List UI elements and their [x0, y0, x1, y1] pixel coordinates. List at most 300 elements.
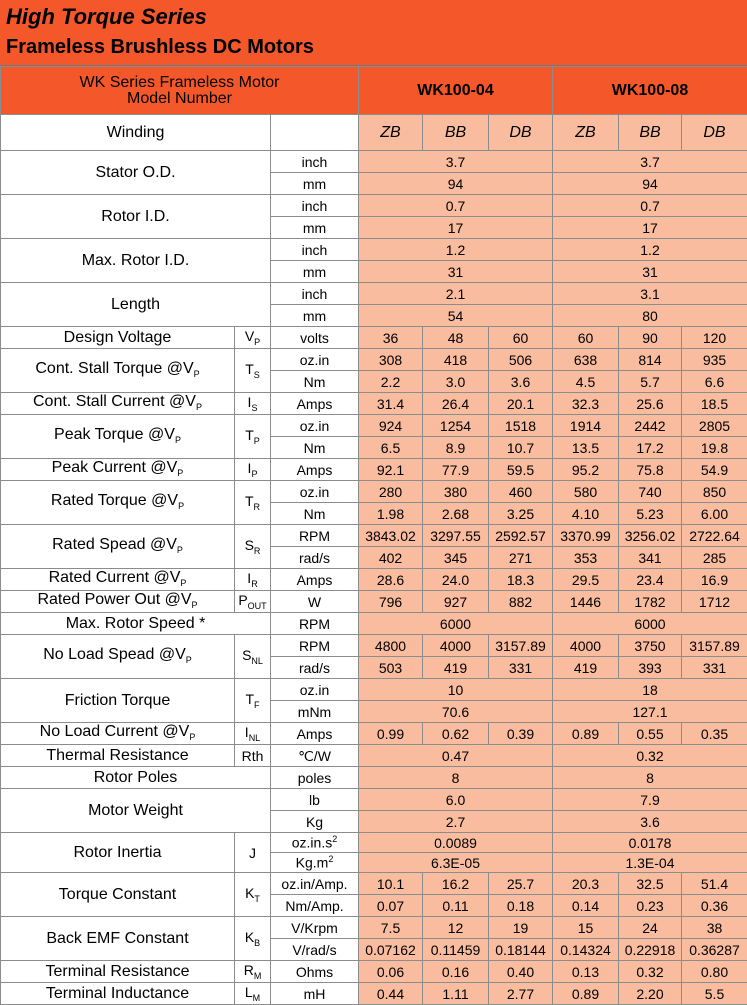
thermal-resistance-value: 0.47 — [359, 745, 553, 767]
back-emf-value: 0.07162 — [359, 939, 423, 961]
terminal-resistance-unit: Ohms — [271, 961, 359, 983]
rated-power-value: 1712 — [682, 591, 747, 613]
thermal-resistance-symbol: Rth — [241, 747, 264, 764]
cont-stall-current-value: 20.1 — [489, 393, 553, 415]
torque-constant-symbol: K — [245, 884, 255, 901]
peak-torque-unit: oz.in — [271, 415, 359, 437]
stator-od-unit: inch — [271, 151, 359, 173]
no-load-speed-value: 4800 — [359, 635, 423, 657]
rotor-inertia-symbol: J — [249, 844, 256, 861]
winding-zb-1: ZB — [359, 115, 423, 151]
rated-torque-value: 5.23 — [619, 503, 682, 525]
design-voltage-symbol: V — [244, 327, 255, 344]
design-voltage-value: 36 — [359, 327, 423, 349]
back-emf-value: 0.14324 — [553, 939, 619, 961]
rated-power-symbol: P — [238, 591, 248, 608]
cont-stall-torque-value: 308 — [359, 349, 423, 371]
rated-speed-unit: rad/s — [271, 547, 359, 569]
no-load-speed-unit: RPM — [271, 635, 359, 657]
rotor-inertia-unit-sup: 2 — [328, 854, 334, 865]
cont-stall-torque-label-cell — [1, 349, 235, 393]
no-load-current-label-cell — [1, 723, 235, 745]
rated-speed-value: 345 — [423, 547, 489, 569]
design-voltage-value: 120 — [682, 327, 747, 349]
length-label: Length — [111, 295, 160, 313]
motor-weight-unit: lb — [271, 789, 359, 811]
length-value: 54 — [359, 305, 553, 327]
terminal-resistance-value: 0.13 — [553, 961, 619, 983]
back-emf-value: 12 — [423, 917, 489, 939]
rated-torque-label-cell — [1, 481, 235, 525]
no-load-speed-value: 419 — [553, 657, 619, 679]
back-emf-value: 15 — [553, 917, 619, 939]
rated-current-unit: Amps — [271, 569, 359, 591]
torque-constant-value: 0.36 — [682, 895, 747, 917]
stator-od-value: 94 — [553, 173, 747, 195]
terminal-inductance-value: 0.89 — [553, 983, 619, 1005]
rated-current-row — [1, 569, 747, 591]
cont-stall-torque-label-sub: P — [193, 369, 200, 380]
no-load-current-value: 0.89 — [553, 723, 619, 745]
no-load-current-symbol: I — [244, 723, 249, 740]
back-emf-value: 0.36287 — [682, 939, 747, 961]
rated-speed-value: 353 — [553, 547, 619, 569]
rated-power-label-sub: P — [191, 600, 198, 611]
torque-constant-value: 0.18 — [489, 895, 553, 917]
cont-stall-torque-value: 638 — [553, 349, 619, 371]
back-emf-symbol-sub: B — [254, 937, 261, 948]
back-emf-symbol: K — [244, 928, 255, 945]
peak-torque-value: 13.5 — [553, 437, 619, 459]
rated-power-value: 796 — [359, 591, 423, 613]
peak-torque-value: 1254 — [423, 415, 489, 437]
friction-torque-symbol-cell — [235, 679, 271, 723]
rated-torque-unit: oz.in — [271, 481, 359, 503]
friction-torque-row — [1, 679, 747, 701]
rotor-inertia-unit-text: oz.in.s — [291, 834, 333, 851]
cont-stall-torque-value: 6.6 — [682, 371, 747, 393]
no-load-speed-label-sub: P — [185, 655, 192, 666]
design-voltage-label: Design Voltage — [63, 328, 172, 346]
back-emf-value: 24 — [619, 917, 682, 939]
rotor-inertia-unit-text: Kg.m — [295, 854, 329, 871]
no-load-speed-value: 393 — [619, 657, 682, 679]
peak-torque-value: 8.9 — [423, 437, 489, 459]
no-load-speed-row — [1, 635, 747, 657]
max-rotor-speed-label: Max. Rotor Speed * — [65, 614, 206, 632]
rated-current-value: 24.0 — [423, 569, 489, 591]
design-voltage-unit: volts — [271, 327, 359, 349]
torque-constant-row — [1, 873, 747, 895]
rated-speed-value: 2592.57 — [489, 525, 553, 547]
back-emf-unit: V/rad/s — [271, 939, 359, 961]
torque-constant-symbol-sub: T — [254, 893, 260, 904]
winding-bb-2: BB — [619, 115, 682, 151]
rated-current-label-sub: P — [180, 578, 187, 589]
rated-power-row — [1, 591, 747, 613]
length-row — [1, 283, 747, 305]
terminal-inductance-value: 2.20 — [619, 983, 682, 1005]
no-load-speed-symbol: S — [242, 646, 252, 663]
cont-stall-torque-symbol-sub: S — [253, 369, 260, 380]
rated-current-label: Rated Current @V — [48, 569, 181, 587]
max-rotor-speed-unit: RPM — [271, 613, 359, 635]
rated-torque-value: 6.00 — [682, 503, 747, 525]
rated-speed-value: 285 — [682, 547, 747, 569]
rated-speed-value: 402 — [359, 547, 423, 569]
thermal-resistance-row — [1, 745, 747, 767]
peak-torque-value: 1518 — [489, 415, 553, 437]
design-voltage-value: 48 — [423, 327, 489, 349]
terminal-inductance-label: Terminal Inductance — [45, 984, 190, 1002]
cont-stall-torque-unit: Nm — [271, 371, 359, 393]
max-rotor-speed-label-cell — [1, 613, 271, 635]
no-load-speed-symbol-sub: NL — [251, 655, 263, 666]
rotor-id-value: 0.7 — [359, 195, 553, 217]
friction-torque-value: 10 — [359, 679, 553, 701]
rated-torque-value: 3.25 — [489, 503, 553, 525]
cont-stall-torque-value: 506 — [489, 349, 553, 371]
terminal-resistance-symbol: R — [243, 961, 254, 978]
back-emf-label: Back EMF Constant — [46, 929, 189, 947]
cont-stall-torque-value: 814 — [619, 349, 682, 371]
max-rotor-id-label-cell — [1, 239, 271, 283]
terminal-resistance-label: Terminal Resistance — [45, 962, 190, 980]
terminal-resistance-value: 0.80 — [682, 961, 747, 983]
rated-power-label-cell — [1, 591, 235, 613]
no-load-speed-value: 3157.89 — [682, 635, 747, 657]
rotor-id-label-cell — [1, 195, 271, 239]
back-emf-label-cell — [1, 917, 235, 961]
no-load-speed-label: No Load Spead @V — [43, 646, 186, 664]
no-load-speed-value: 4000 — [553, 635, 619, 657]
friction-torque-label: Friction Torque — [64, 691, 171, 709]
peak-current-value: 92.1 — [359, 459, 423, 481]
cont-stall-torque-row — [1, 349, 747, 371]
rotor-inertia-value: 0.0089 — [359, 833, 553, 853]
design-voltage-row — [1, 327, 747, 349]
motor-weight-value: 2.7 — [359, 811, 553, 833]
peak-torque-label: Peak Torque @V — [54, 426, 175, 444]
cont-stall-current-unit: Amps — [271, 393, 359, 415]
peak-torque-value: 6.5 — [359, 437, 423, 459]
rated-torque-value: 580 — [553, 481, 619, 503]
cont-stall-torque-value: 3.6 — [489, 371, 553, 393]
cont-stall-torque-symbol: T — [245, 360, 254, 377]
model-name-1: WK100-04 — [359, 67, 553, 115]
no-load-speed-value: 503 — [359, 657, 423, 679]
peak-current-label: Peak Current @V — [51, 459, 178, 477]
no-load-current-value: 0.39 — [489, 723, 553, 745]
peak-current-value: 77.9 — [423, 459, 489, 481]
rotor-id-value: 17 — [359, 217, 553, 239]
cont-stall-current-value: 32.3 — [553, 393, 619, 415]
rated-current-value: 18.3 — [489, 569, 553, 591]
back-emf-unit: V/Krpm — [271, 917, 359, 939]
max-rotor-id-value: 31 — [359, 261, 553, 283]
length-value: 80 — [553, 305, 747, 327]
torque-constant-unit: Nm/Amp. — [271, 895, 359, 917]
rotor-inertia-unit — [271, 853, 359, 873]
thermal-resistance-label-cell — [1, 745, 235, 767]
terminal-resistance-label-cell — [1, 961, 235, 983]
motor-weight-value: 6.0 — [359, 789, 553, 811]
stator-od-label: Stator O.D. — [95, 163, 176, 181]
torque-constant-value: 25.7 — [489, 873, 553, 895]
rotor-inertia-unit — [271, 833, 359, 853]
cont-stall-current-label-cell — [1, 393, 235, 415]
rated-torque-value: 4.10 — [553, 503, 619, 525]
max-rotor-id-unit: mm — [271, 261, 359, 283]
motor-weight-label-cell — [1, 789, 271, 833]
motor-weight-value: 3.6 — [553, 811, 747, 833]
rated-torque-symbol: T — [244, 492, 254, 509]
friction-torque-value: 18 — [553, 679, 747, 701]
cont-stall-current-value: 18.5 — [682, 393, 747, 415]
rated-torque-label-sub: P — [178, 501, 185, 512]
no-load-current-symbol-sub: NL — [248, 732, 261, 743]
series-label-cell — [1, 67, 359, 115]
peak-current-symbol-sub: P — [251, 468, 258, 479]
rated-speed-value: 3843.02 — [359, 525, 423, 547]
winding-label: Winding — [1, 115, 271, 151]
rotor-poles-row — [1, 767, 747, 789]
peak-current-row — [1, 459, 747, 481]
rated-torque-value: 1.98 — [359, 503, 423, 525]
no-load-speed-value: 331 — [682, 657, 747, 679]
cont-stall-torque-value: 4.5 — [553, 371, 619, 393]
terminal-inductance-symbol-sub: M — [252, 992, 261, 1003]
back-emf-value: 7.5 — [359, 917, 423, 939]
rated-power-unit: W — [271, 591, 359, 613]
design-voltage-symbol-cell — [235, 327, 271, 349]
cont-stall-torque-value: 418 — [423, 349, 489, 371]
rated-speed-value: 3297.55 — [423, 525, 489, 547]
model-name-2: WK100-08 — [553, 67, 747, 115]
terminal-resistance-value: 0.16 — [423, 961, 489, 983]
rated-speed-symbol: S — [244, 536, 254, 553]
rated-power-value: 927 — [423, 591, 489, 613]
stator-od-row — [1, 151, 747, 173]
torque-constant-value: 16.2 — [423, 873, 489, 895]
terminal-resistance-row — [1, 961, 747, 983]
no-load-current-value: 0.99 — [359, 723, 423, 745]
peak-torque-row — [1, 415, 747, 437]
cont-stall-torque-unit: oz.in — [271, 349, 359, 371]
cont-stall-torque-symbol-cell — [235, 349, 271, 393]
terminal-inductance-value: 5.5 — [682, 983, 747, 1005]
rated-torque-value: 460 — [489, 481, 553, 503]
peak-torque-value: 1914 — [553, 415, 619, 437]
series-label-line1: WK Series Frameless Motor — [79, 73, 280, 91]
friction-torque-label-cell — [1, 679, 235, 723]
rated-speed-symbol-cell — [235, 525, 271, 569]
stator-od-value: 3.7 — [553, 151, 747, 173]
spec-table — [0, 66, 747, 1005]
rated-speed-label: Rated Spead @V — [52, 536, 177, 554]
peak-torque-value: 2442 — [619, 415, 682, 437]
design-voltage-value: 60 — [553, 327, 619, 349]
peak-torque-value: 17.2 — [619, 437, 682, 459]
rotor-inertia-value: 1.3E-04 — [553, 853, 747, 873]
max-rotor-id-unit: inch — [271, 239, 359, 261]
rotor-id-unit: mm — [271, 217, 359, 239]
rated-speed-label-cell — [1, 525, 235, 569]
rotor-inertia-value: 0.0178 — [553, 833, 747, 853]
rated-torque-value: 2.68 — [423, 503, 489, 525]
winding-db-2: DB — [682, 115, 747, 151]
no-load-speed-unit: rad/s — [271, 657, 359, 679]
page-subtitle: Frameless Brushless DC Motors — [6, 36, 314, 58]
terminal-resistance-value: 0.40 — [489, 961, 553, 983]
torque-constant-label-cell — [1, 873, 235, 917]
stator-od-value: 3.7 — [359, 151, 553, 173]
torque-constant-value: 0.23 — [619, 895, 682, 917]
peak-current-label-cell — [1, 459, 235, 481]
torque-constant-value: 51.4 — [682, 873, 747, 895]
peak-torque-value: 2805 — [682, 415, 747, 437]
max-rotor-id-row — [1, 239, 747, 261]
stator-od-value: 94 — [359, 173, 553, 195]
no-load-current-value: 0.35 — [682, 723, 747, 745]
friction-torque-symbol-sub: F — [254, 699, 260, 710]
rated-torque-label: Rated Torque @V — [50, 492, 179, 510]
motor-weight-label: Motor Weight — [88, 801, 183, 819]
rated-current-symbol: I — [247, 569, 252, 586]
terminal-resistance-value: 0.32 — [619, 961, 682, 983]
design-voltage-symbol-sub: P — [254, 336, 261, 347]
peak-torque-value: 19.8 — [682, 437, 747, 459]
terminal-resistance-symbol-sub: M — [253, 970, 262, 981]
cont-stall-current-symbol: I — [247, 393, 252, 410]
thermal-resistance-label: Thermal Resistance — [46, 746, 189, 764]
no-load-current-unit: Amps — [271, 723, 359, 745]
terminal-inductance-row — [1, 983, 747, 1005]
rated-speed-row — [1, 525, 747, 547]
rotor-inertia-unit-sup: 2 — [332, 834, 338, 845]
rotor-poles-value: 8 — [359, 767, 553, 789]
winding-row — [1, 115, 747, 151]
terminal-inductance-symbol: L — [244, 983, 253, 1000]
peak-torque-label-cell — [1, 415, 235, 459]
terminal-inductance-symbol-cell — [235, 983, 271, 1005]
rated-power-symbol-cell — [235, 591, 271, 613]
rotor-poles-unit: poles — [271, 767, 359, 789]
rotor-id-row — [1, 195, 747, 217]
back-emf-row — [1, 917, 747, 939]
peak-current-value: 95.2 — [553, 459, 619, 481]
winding-unit-cell — [271, 115, 359, 151]
rotor-inertia-label-cell — [1, 833, 235, 873]
motor-weight-row — [1, 789, 747, 811]
rotor-poles-label: Rotor Poles — [93, 768, 178, 786]
rated-current-value: 29.5 — [553, 569, 619, 591]
rated-current-symbol-sub: R — [251, 578, 258, 589]
torque-constant-label: Torque Constant — [58, 885, 177, 903]
rated-speed-value: 271 — [489, 547, 553, 569]
model-header-row — [1, 67, 747, 115]
peak-current-unit: Amps — [271, 459, 359, 481]
max-rotor-speed-value: 6000 — [359, 613, 553, 635]
rated-torque-symbol-cell — [235, 481, 271, 525]
winding-zb-2: ZB — [553, 115, 619, 151]
torque-constant-value: 20.3 — [553, 873, 619, 895]
no-load-current-label-sub: P — [189, 732, 196, 743]
terminal-inductance-value: 2.77 — [489, 983, 553, 1005]
stator-od-label-cell — [1, 151, 271, 195]
back-emf-symbol-cell — [235, 917, 271, 961]
cont-stall-current-symbol-sub: S — [251, 402, 258, 413]
cont-stall-torque-label: Cont. Stall Torque @V — [35, 360, 194, 378]
terminal-resistance-symbol-cell — [235, 961, 271, 983]
rated-current-value: 16.9 — [682, 569, 747, 591]
motor-weight-unit: Kg — [271, 811, 359, 833]
rated-power-label: Rated Power Out @V — [37, 591, 192, 609]
design-voltage-value: 90 — [619, 327, 682, 349]
rated-power-value: 882 — [489, 591, 553, 613]
no-load-current-value: 0.62 — [423, 723, 489, 745]
rated-speed-value: 2722.64 — [682, 525, 747, 547]
cont-stall-torque-value: 935 — [682, 349, 747, 371]
cont-stall-current-row — [1, 393, 747, 415]
back-emf-value: 19 — [489, 917, 553, 939]
cont-stall-current-value: 26.4 — [423, 393, 489, 415]
max-rotor-id-value: 1.2 — [359, 239, 553, 261]
friction-torque-symbol: T — [245, 690, 255, 707]
rated-power-value: 1782 — [619, 591, 682, 613]
cont-stall-current-value: 31.4 — [359, 393, 423, 415]
rotor-poles-label-cell — [1, 767, 271, 789]
rated-torque-row — [1, 481, 747, 503]
friction-torque-value: 127.1 — [553, 701, 747, 723]
rated-speed-symbol-sub: R — [253, 545, 261, 556]
cont-stall-current-symbol-cell — [235, 393, 271, 415]
design-voltage-value: 60 — [489, 327, 553, 349]
rated-power-symbol-sub: OUT — [247, 600, 267, 611]
rated-speed-label-sub: P — [176, 545, 183, 556]
peak-current-value: 54.9 — [682, 459, 747, 481]
no-load-current-symbol-cell — [235, 723, 271, 745]
stator-od-unit: mm — [271, 173, 359, 195]
torque-constant-value: 0.07 — [359, 895, 423, 917]
rated-speed-value: 3370.99 — [553, 525, 619, 547]
peak-current-label-sub: P — [177, 468, 184, 479]
rated-speed-value: 341 — [619, 547, 682, 569]
rated-current-value: 28.6 — [359, 569, 423, 591]
torque-constant-value: 32.5 — [619, 873, 682, 895]
cont-stall-current-label-sub: P — [195, 402, 202, 413]
cont-stall-current-value: 25.6 — [619, 393, 682, 415]
rotor-id-value: 0.7 — [553, 195, 747, 217]
terminal-inductance-label-cell — [1, 983, 235, 1005]
page-header — [0, 0, 747, 66]
thermal-resistance-value: 0.32 — [553, 745, 747, 767]
thermal-resistance-unit: ℃/W — [271, 745, 359, 767]
torque-constant-value: 10.1 — [359, 873, 423, 895]
design-voltage-label-cell — [1, 327, 235, 349]
terminal-inductance-value: 1.11 — [423, 983, 489, 1005]
rated-torque-unit: Nm — [271, 503, 359, 525]
rated-power-value: 1446 — [553, 591, 619, 613]
peak-torque-symbol-sub: P — [253, 435, 260, 446]
page-title: High Torque Series — [6, 4, 207, 29]
peak-current-value: 75.8 — [619, 459, 682, 481]
rated-speed-unit: RPM — [271, 525, 359, 547]
length-value: 3.1 — [553, 283, 747, 305]
no-load-speed-value: 331 — [489, 657, 553, 679]
winding-bb-1: BB — [423, 115, 489, 151]
peak-current-symbol-cell — [235, 459, 271, 481]
